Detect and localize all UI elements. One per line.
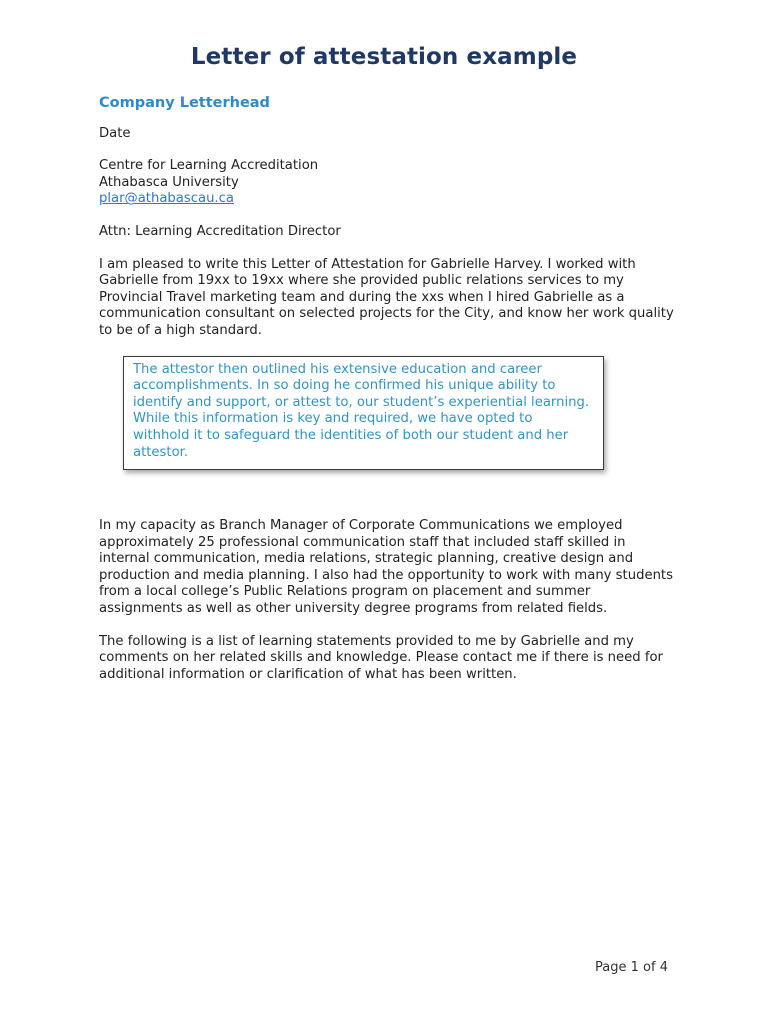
recipient-address bbox=[99, 158, 674, 208]
paragraph-intro: I am pleased to write this Letter of Attestation for Gabrielle Harvey. I worked with Gabrielle from 19xx to 19xx where she provided public relations services to my Provincial Travel marketing team and during the xxs when I hired Gabrielle as a communication consultant on selected projects for the City, and know her work quality to be of a high standard. bbox=[99, 256, 674, 338]
editor-note-callout bbox=[123, 356, 604, 471]
recipient-line-2: Athabasca University bbox=[99, 174, 239, 190]
attn-line-block bbox=[99, 224, 674, 241]
callout-text: The attestor then outlined his extensive education and career accomplishments. In so doing he confirmed his unique ability to identify and support, or attest to, our student’s experiential learning. While this information is key and required, we have opted to withhold it to safeguard the identities of both our student and her attestor. bbox=[133, 361, 590, 460]
paragraph-following-block bbox=[99, 634, 674, 684]
page-title: Letter of attestation example bbox=[190, 44, 578, 70]
date-block bbox=[99, 126, 674, 143]
paragraph-following: The following is a list of learning statements provided to me by Gabrielle and my comments on her related skills and knowledge. Please contact me if there is need for additional information or clarification of what has been written. bbox=[99, 633, 663, 682]
company-letterhead: Company Letterhead bbox=[99, 95, 270, 111]
paragraph-capacity: In my capacity as Branch Manager of Corporate Communications we employed approximately 25 professional communication staff that included staff skilled in internal communication, media relations, strategic planning, creative design and production and media planning. I also had the opportunity to work with many students from a local college’s Public Relations program on placement and summer assignments as well as other university degree programs from related fields. bbox=[99, 518, 673, 617]
paragraph-capacity-block bbox=[99, 518, 674, 618]
attn-line: Attn: Learning Accreditation Director bbox=[99, 223, 341, 239]
paragraph-intro-block bbox=[99, 257, 674, 340]
page-number: Page 1 of 4 bbox=[595, 960, 668, 975]
letter-body bbox=[99, 95, 674, 699]
date-label: Date bbox=[99, 125, 131, 141]
recipient-line-1: Centre for Learning Accreditation bbox=[99, 158, 319, 174]
recipient-email-link[interactable]: plar@athabascau.ca bbox=[99, 191, 234, 207]
